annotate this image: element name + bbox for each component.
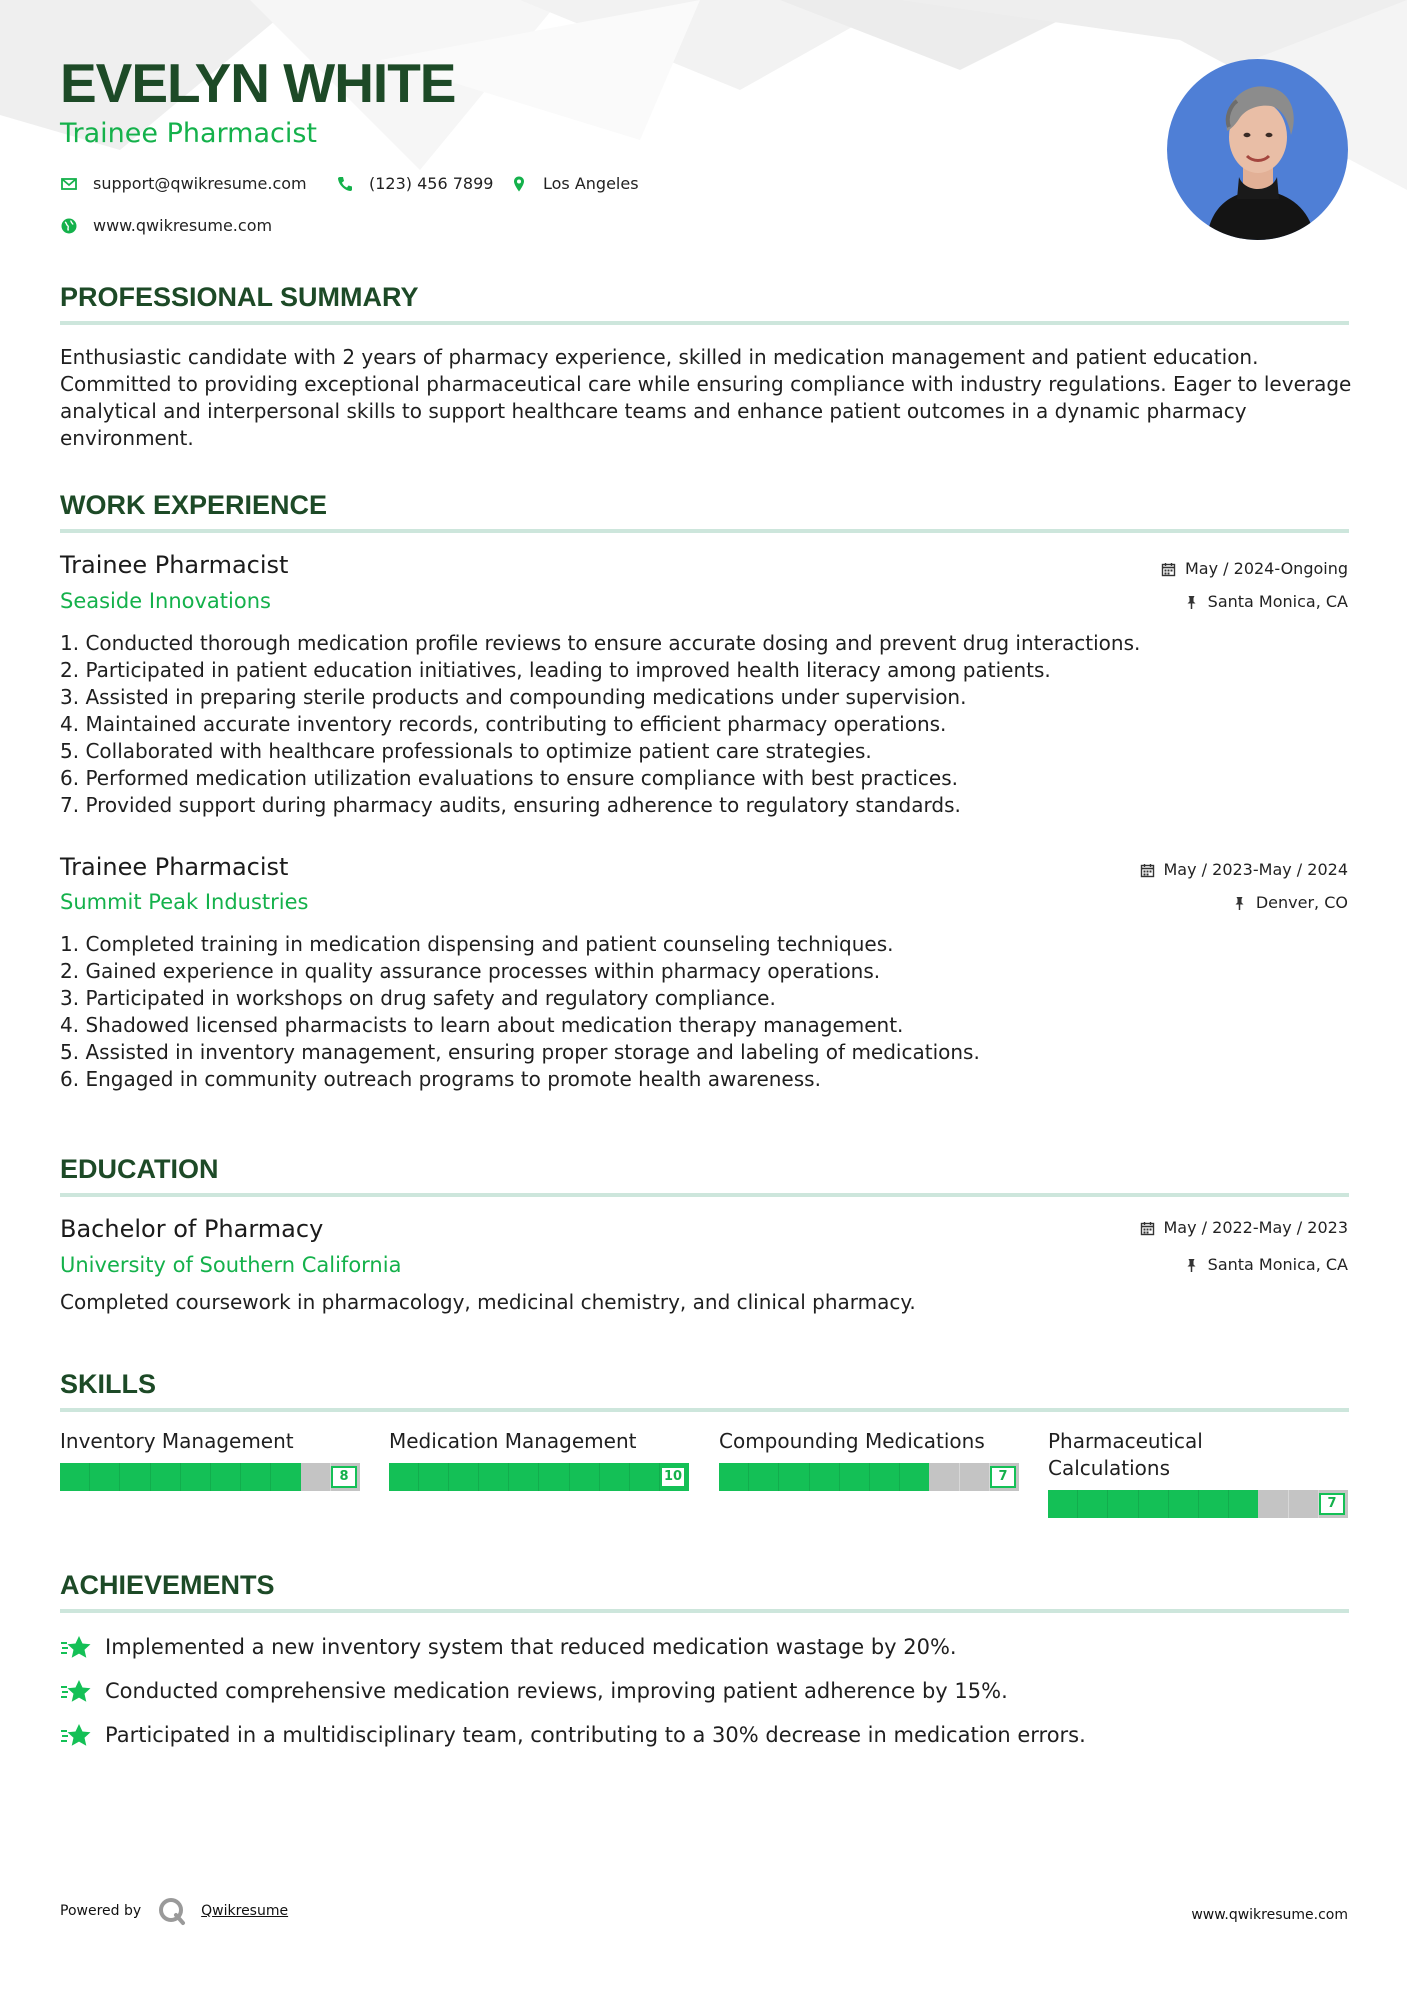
skill-bar [1048,1490,1348,1518]
list-item: 4. Shadowed licensed pharmacists to learn about medication therapy management. [60,1013,904,1037]
section-divider [60,321,1349,325]
skill-bar-filled-segment [569,1463,599,1491]
pushpin-icon [1232,896,1247,911]
footer-powered-by [60,1896,288,1926]
job-dates [1140,862,1349,878]
skill-name: Compounding Medications [719,1429,985,1453]
education-dates-text: May / 2022-May / 2023 [1163,1218,1348,1237]
skill-bar-filled-segment [1198,1490,1228,1518]
achievement-text: Participated in a multidisciplinary team, contributing to a 30% decrease in medication errors. [105,1722,1086,1747]
skill-score: 7 [990,1466,1016,1488]
skill-bar-filled-segment [629,1463,659,1491]
calendar-icon [1140,1221,1155,1236]
skill-bar-filled-segment [839,1463,869,1491]
list-item: 6. Performed medication utilization evaluations to ensure compliance with best practices. [60,766,958,790]
skill-bar [60,1463,360,1491]
skill-bar-empty-segment [1288,1490,1318,1518]
job-bullet-list [60,931,1350,1093]
skill-bar-filled-segment [809,1463,839,1491]
skill-score: 8 [331,1466,357,1488]
skill-bar-filled-segment [60,1463,89,1491]
section-title-experience: WORK EXPERIENCE [60,490,328,520]
skill-bar-empty-segment [959,1463,989,1491]
education-description: Completed coursework in pharmacology, medicinal chemistry, and clinical pharmacy. [60,1290,916,1314]
skill-bar-filled-segment [538,1463,568,1491]
section-title-skills: SKILLS [60,1369,157,1399]
achievement-item [60,1678,1008,1704]
job-location [1184,594,1348,610]
job-company: Summit Peak Industries [60,890,309,914]
list-item: 1. Completed training in medication dispensing and patient counseling techniques. [60,932,894,956]
skill-bar-filled-segment [119,1463,149,1491]
skill-item [389,1428,689,1491]
skill-bar-empty-segment [929,1463,958,1491]
education-degree: Bachelor of Pharmacy [60,1215,324,1243]
avatar [1167,59,1348,240]
summary-text: Enthusiastic candidate with 2 years of pharmacy experience, skilled in medication management and patient education. Committed to providing exceptional pharmaceutical care while ensuring compliance with industry regulations. Eager to leverage analytical and interpersonal skills to support healthcare teams and enhance patient outcomes in a dynamic pharmacy environment. [60,345,1352,450]
section-divider [60,529,1349,533]
list-item: 4. Maintained accurate inventory records, contributing to efficient pharmacy operations. [60,712,947,736]
skill-bar-empty-segment [301,1463,330,1491]
section-divider [60,1193,1349,1197]
star-icon [60,1634,92,1660]
skill-item [719,1428,1019,1491]
skill-bar [719,1463,1019,1491]
skill-bar-filled-segment [778,1463,808,1491]
email-icon [60,175,78,193]
footer-website[interactable]: www.qwikresume.com [1191,1907,1348,1923]
skill-score: 7 [1319,1493,1345,1515]
skill-bar-filled-segment [270,1463,300,1491]
phone-icon [336,175,354,193]
job-location [1232,895,1348,911]
contact-phone-text: (123) 456 7899 [369,174,494,193]
skill-name: Medication Management [389,1429,637,1453]
job-dates-text: May / 2024-Ongoing [1185,559,1348,578]
candidate-name: EVELYN WHITE [60,52,456,114]
job-dates-text: May / 2023-May / 2024 [1163,860,1348,879]
list-item: 2. Gained experience in quality assurance processes within pharmacy operations. [60,959,881,983]
job-bullet-list [60,630,1350,819]
contact-email-text: support@qwikresume.com [93,174,307,193]
achievement-text: Implemented a new inventory system that reduced medication wastage by 20%. [105,1634,957,1659]
skill-item [60,1428,360,1491]
candidate-role: Trainee Pharmacist [60,118,318,149]
skill-bar-filled-segment [1168,1490,1198,1518]
contact-location-text: Los Angeles [543,174,639,193]
list-item: 6. Engaged in community outreach programs to promote health awareness. [60,1067,821,1091]
pushpin-icon [1184,1258,1199,1273]
achievement-item [60,1722,1086,1748]
skill-score: 10 [660,1466,686,1488]
skill-name: Pharmaceutical Calculations [1048,1429,1203,1480]
skill-bar-empty-segment [1258,1490,1287,1518]
job-company: Seaside Innovations [60,589,271,613]
avatar-portrait [1167,59,1348,240]
section-title-education: EDUCATION [60,1154,219,1184]
list-item: 2. Participated in patient education initiatives, leading to improved health literacy among patients. [60,658,1051,682]
job-title: Trainee Pharmacist [60,551,289,579]
skill-bar-filled-segment [150,1463,180,1491]
skill-bar-filled-segment [599,1463,629,1491]
list-item: 1. Conducted thorough medication profile reviews to ensure accurate dosing and prevent drug interactions. [60,631,1141,655]
qwikresume-logo-icon [157,1896,187,1926]
education-dates [1140,1220,1349,1236]
skill-bar-filled-segment [180,1463,210,1491]
skill-bar-filled-segment [1228,1490,1258,1518]
contact-email[interactable] [60,175,307,193]
skill-bar-filled-segment [869,1463,899,1491]
section-divider [60,1609,1349,1613]
job-location-text: Santa Monica, CA [1207,592,1348,611]
skill-bar [389,1463,689,1491]
education-school: University of Southern California [60,1253,402,1277]
skill-bar-filled-segment [478,1463,508,1491]
skill-bar-filled-segment [240,1463,270,1491]
skill-bar-filled-segment [1107,1490,1137,1518]
section-divider [60,1408,1349,1412]
section-title-summary: PROFESSIONAL SUMMARY [60,282,419,312]
contact-phone[interactable] [336,175,493,193]
qwikresume-link[interactable]: Qwikresume [201,1903,289,1919]
skill-bar-filled-segment [389,1463,418,1491]
list-item: 5. Collaborated with healthcare professionals to optimize patient care strategies. [60,739,872,763]
skill-item [1048,1428,1348,1518]
contact-website-text: www.qwikresume.com [93,216,273,235]
skill-bar-filled-segment [719,1463,748,1491]
job-location-text: Denver, CO [1255,893,1348,912]
powered-by-label: Powered by [60,1903,142,1919]
achievement-item [60,1634,957,1660]
skill-bar-filled-segment [418,1463,448,1491]
skill-bar-filled-segment [89,1463,119,1491]
contact-website[interactable] [60,217,272,235]
location-pin-icon [510,175,528,193]
section-title-achievements: ACHIEVEMENTS [60,1570,275,1600]
education-location [1184,1257,1348,1273]
achievement-text: Conducted comprehensive medication reviews, improving patient adherence by 15%. [105,1678,1008,1703]
skill-bar-filled-segment [1138,1490,1168,1518]
skill-bar-filled-segment [210,1463,240,1491]
job-dates [1161,561,1348,577]
job-title: Trainee Pharmacist [60,853,289,881]
list-item: 7. Provided support during pharmacy audits, ensuring adherence to regulatory standards. [60,793,961,817]
skill-bar-filled-segment [748,1463,778,1491]
globe-icon [60,217,78,235]
calendar-icon [1161,562,1176,577]
contact-location [510,175,639,193]
calendar-icon [1140,863,1155,878]
star-icon [60,1722,92,1748]
skill-bar-filled-segment [508,1463,538,1491]
list-item: 3. Assisted in preparing sterile products and compounding medications under supervision. [60,685,967,709]
skill-bar-filled-segment [1048,1490,1077,1518]
skill-name: Inventory Management [60,1429,294,1453]
list-item: 5. Assisted in inventory management, ensuring proper storage and labeling of medications. [60,1040,980,1064]
skill-bar-filled-segment [1077,1490,1107,1518]
list-item: 3. Participated in workshops on drug safety and regulatory compliance. [60,986,776,1010]
star-icon [60,1678,92,1704]
skill-bar-filled-segment [899,1463,929,1491]
education-location-text: Santa Monica, CA [1207,1255,1348,1274]
skill-bar-filled-segment [448,1463,478,1491]
pushpin-icon [1184,595,1199,610]
